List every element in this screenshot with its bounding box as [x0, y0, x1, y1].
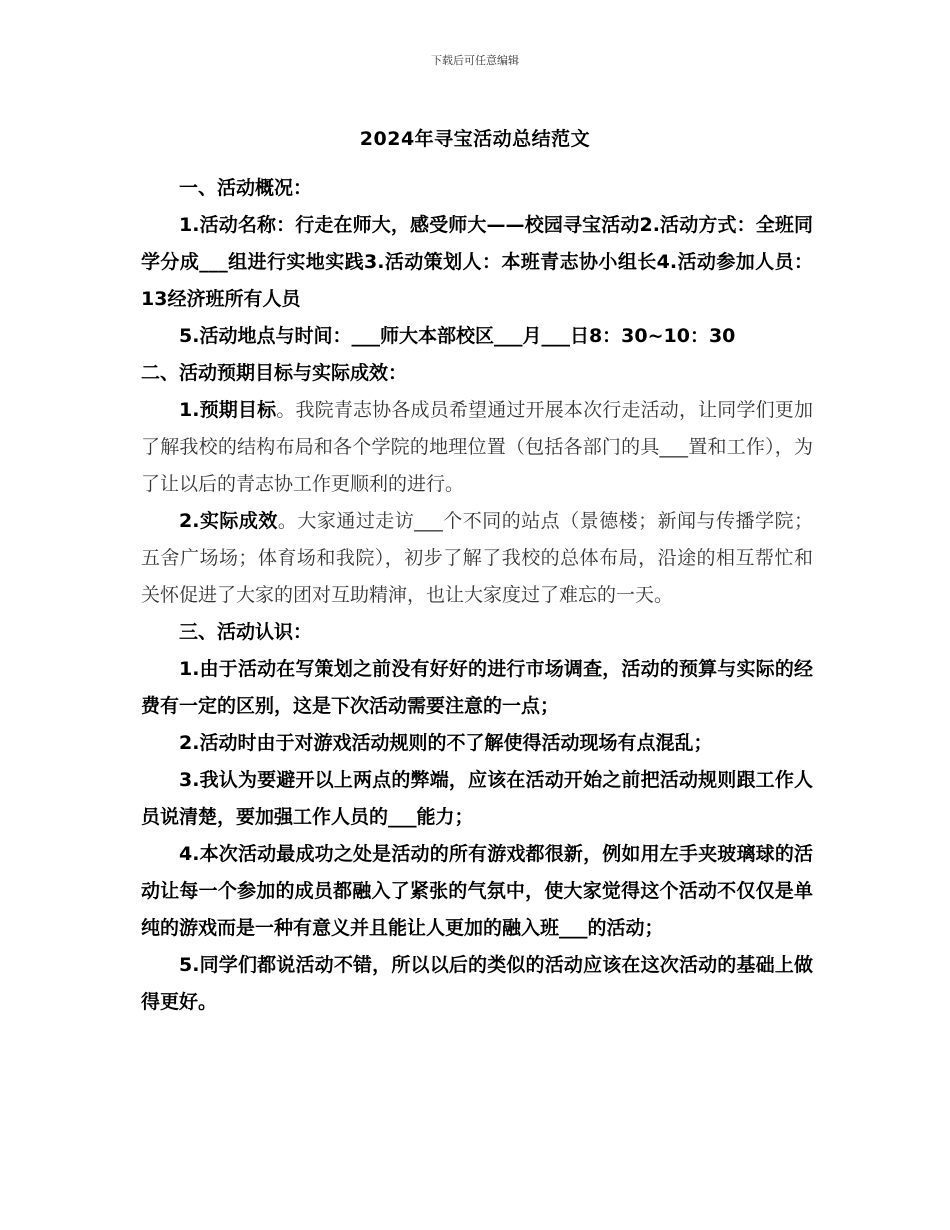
result-label: 2.实际成效	[179, 510, 278, 532]
goal-text: 。我院青志协各成员希望通过开展本次行走活动，让同学们更加了解我校的结构布局和各个学院的地理位置（包括各部门的具___置和工作），为了让以后的青志协工作更顺利的进行。	[141, 399, 813, 495]
section-heading-goals: 二、活动预期目标与实际成效：	[141, 362, 408, 384]
result-text: 。大家通过走访___个不同的站点（景德楼；新闻与传播学院；五舍广场场；体育场和我院），初步了解了我校的总体布局，沿途的相互帮忙和关怀促进了大家的团对互助精渖，也让大家度过了难忘的一天。	[141, 510, 813, 606]
reflection-item: 2.活动时由于对游戏活动规则的不了解使得活动现场有点混乱；	[179, 732, 713, 754]
overview-paragraph-1: 1.活动名称：行走在师大，感受师大——校园寻宝活动2.活动方式：全班同学分成___组进行实地实践3.活动策划人：本班青志协小组长4.活动参加人员：13经济班所有人员	[141, 214, 813, 310]
section-heading-overview: 一、活动概况：	[179, 177, 313, 199]
goal-label: 1.预期目标	[179, 399, 277, 421]
document-title: 2024年寻宝活动总结范文	[359, 128, 591, 150]
result-paragraph	[141, 503, 813, 614]
overview-paragraph-2: 5.活动地点与时间：___师大本部校区___月___日8：30~10：30	[179, 325, 736, 347]
page-header: 下载后可任意编辑	[431, 54, 519, 67]
reflection-item: 5.同学们都说活动不错，所以以后的类似的活动应该在这次活动的基础上做得更好。	[141, 954, 813, 1013]
reflection-item: 3.我认为要避开以上两点的弊端，应该在活动开始之前把活动规则跟工作人员说清楚，要加强工作人员的___能力；	[141, 769, 813, 828]
reflection-item: 1.由于活动在写策划之前没有好好的进行市场调查，活动的预算与实际的经费有一定的区别，这是下次活动需要注意的一点；	[141, 658, 813, 717]
document-body	[141, 170, 813, 1021]
section-heading-reflection: 三、活动认识：	[179, 621, 313, 643]
reflection-item: 4.本次活动最成功之处是活动的所有游戏都很新，例如用左手夹玻璃球的活动让每一个参加的成员都融入了紧张的气氛中，使大家觉得这个活动不仅仅是单纯的游戏而是一种有意义并且能让人更加的融入班___的活动；	[141, 843, 813, 939]
goal-paragraph	[141, 392, 813, 503]
